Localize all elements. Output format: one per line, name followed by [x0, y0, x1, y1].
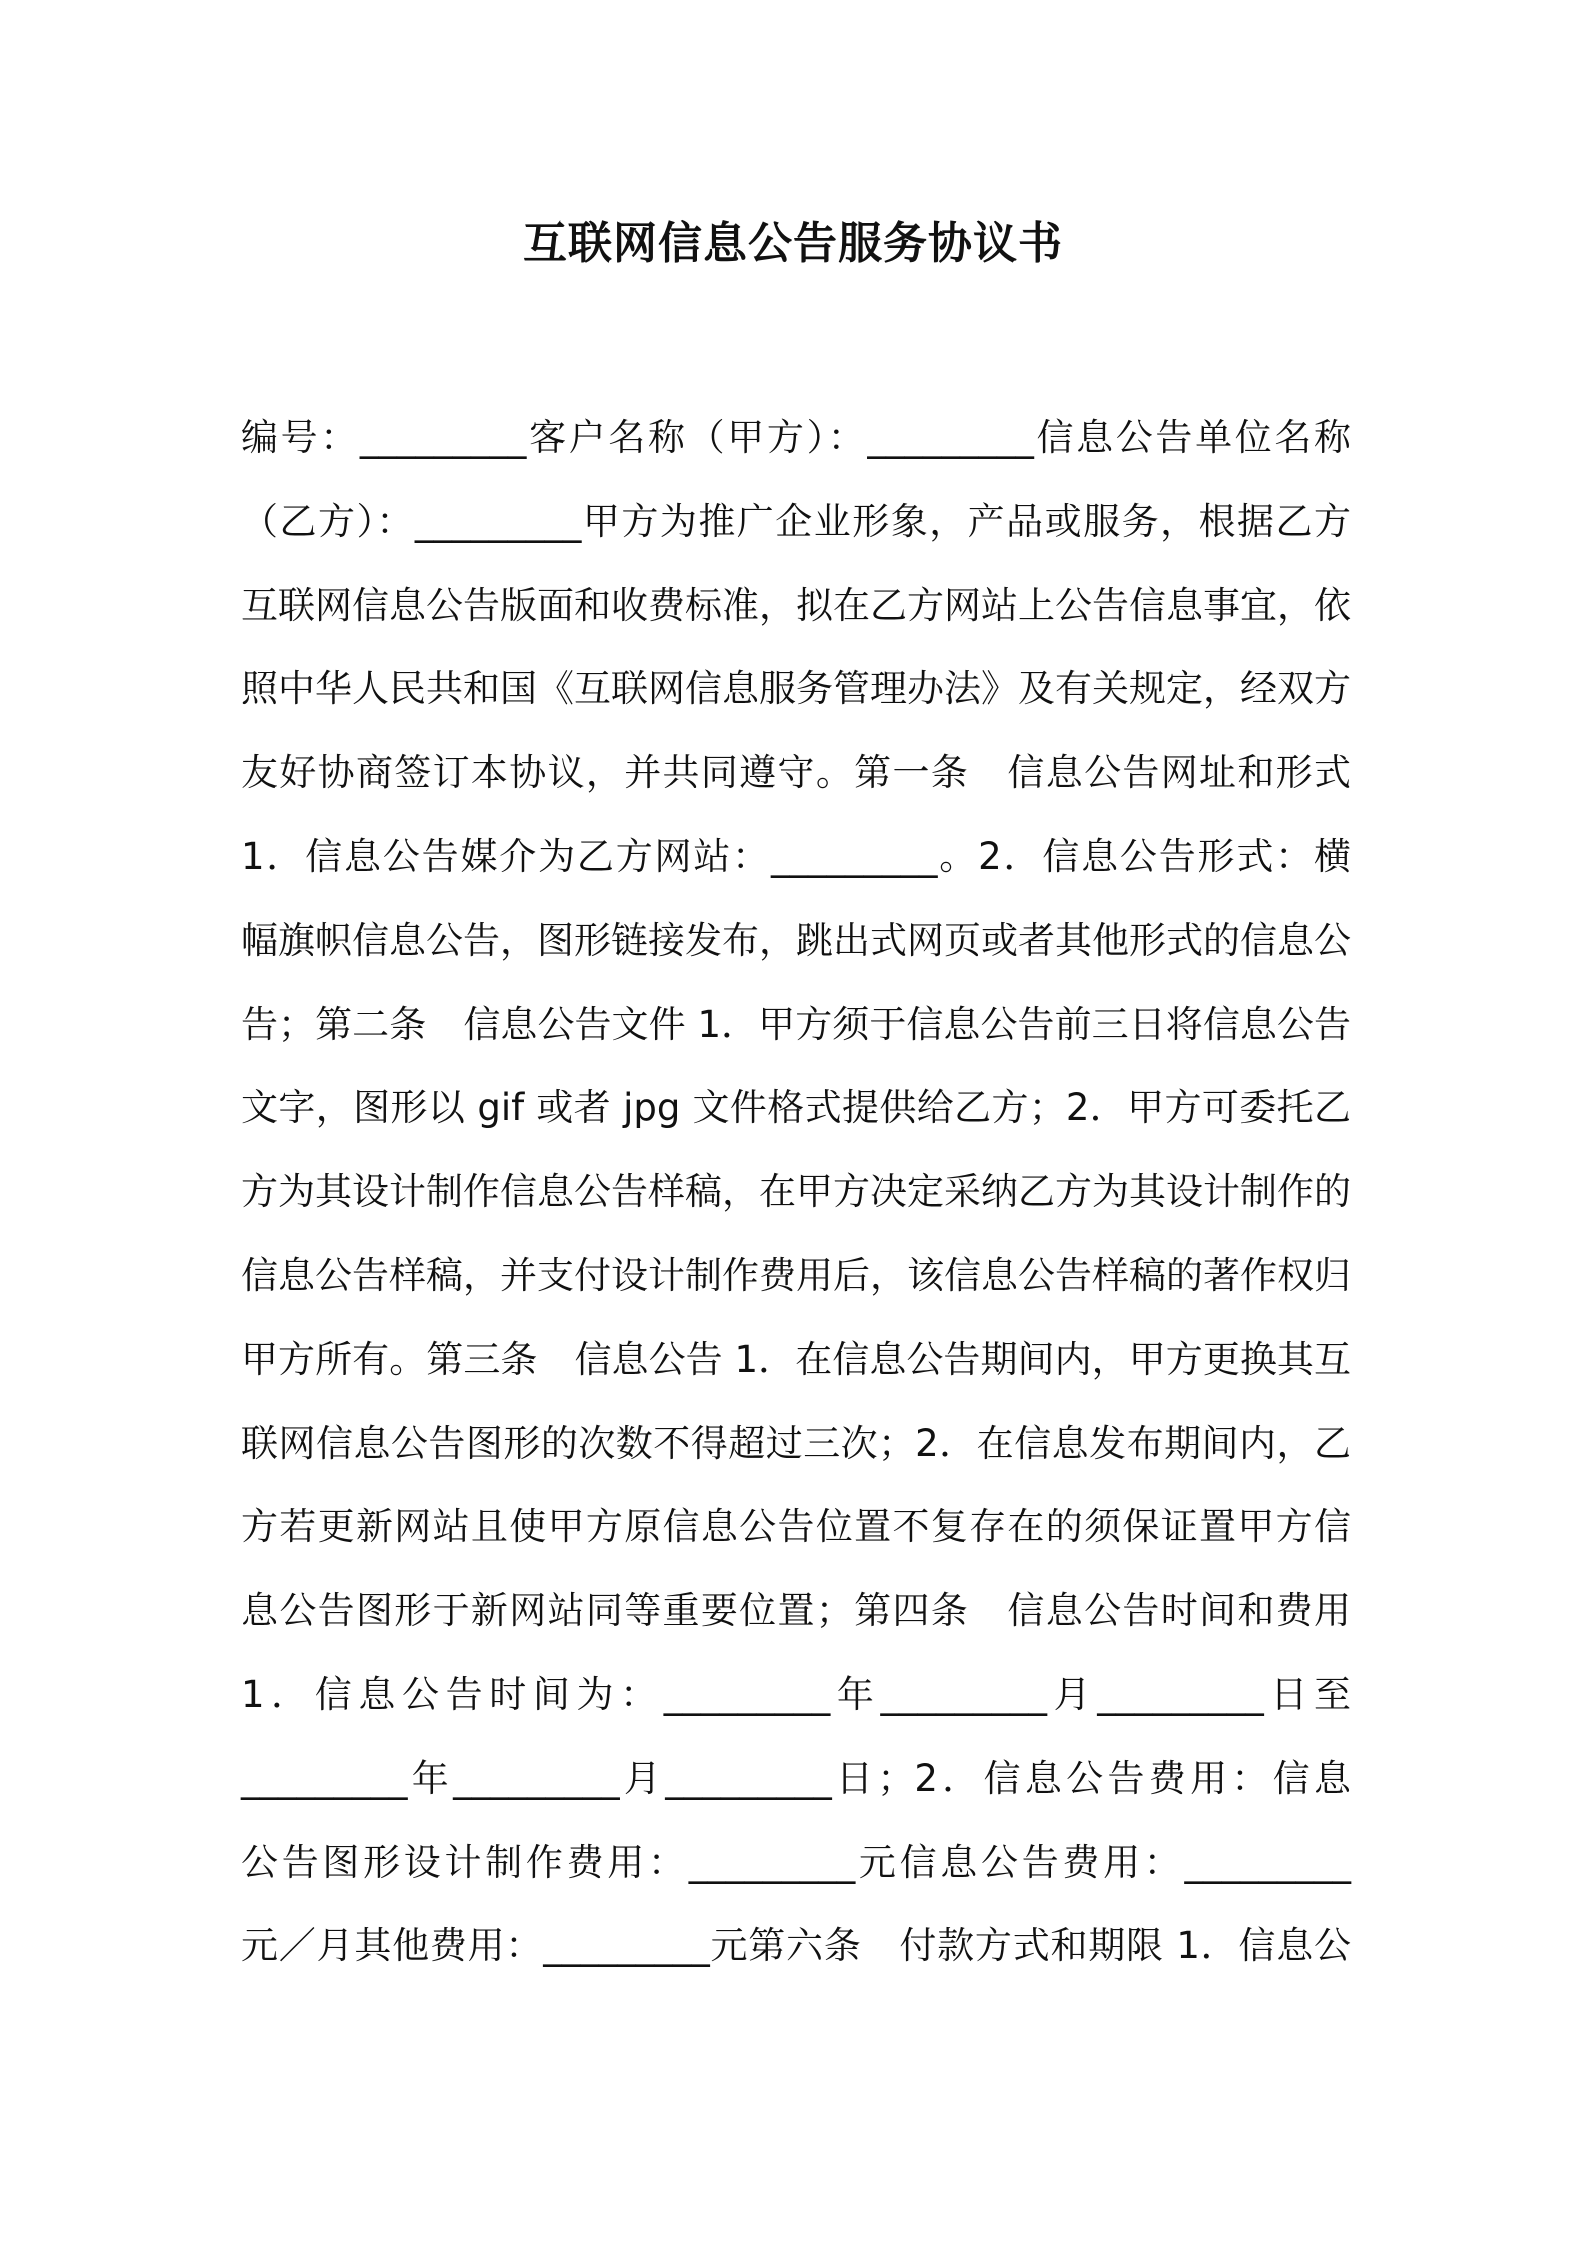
body-line-13: 联网信息公告图形的次数不得超过三次；2．在信息发布期间内，乙 — [241, 1421, 1351, 1465]
body-line-14: 方若更新网站且使甲方原信息公告位置不复存在的须保证置甲方信 — [241, 1505, 1351, 1549]
body-line-11: 信息公告样稿，并支付设计制作费用后，该信息公告样稿的著作权归 — [241, 1253, 1351, 1297]
body-line-5: 友好协商签订本协议，并共同遵守。第一条 信息公告网址和形式 — [241, 751, 1351, 795]
body-line-12: 甲方所有。第三条 信息公告 1．在信息公告期间内，甲方更换其互 — [241, 1337, 1351, 1381]
body-line-4: 照中华人民共和国《互联网信息服务管理办法》及有关规定，经双方 — [241, 667, 1351, 711]
body-line-1: 编号：_________客户名称（甲方）：_________信息公告单位名称 — [241, 416, 1351, 459]
body-line-7: 幅旗帜信息公告，图形链接发布，跳出式网页或者其他形式的信息公 — [241, 918, 1351, 962]
body-line-2: （乙方）：_________甲方为推广企业形象，产品或服务，根据乙方 — [241, 499, 1351, 543]
document-title: 互联网信息公告服务协议书 — [523, 218, 1063, 269]
body-line-9: 文字，图形以 gif 或者 jpg 文件格式提供给乙方；2．甲方可委托乙 — [241, 1086, 1351, 1130]
body-line-17: _________年_________月_________日；2．信息公告费用：信息 — [241, 1756, 1351, 1800]
body-line-16: 1．信息公告时间为：_________年_________月_________日至 — [241, 1672, 1351, 1716]
body-line-10: 方为其设计制作信息公告样稿，在甲方决定采纳乙方为其设计制作的 — [241, 1170, 1351, 1214]
document-body — [241, 408, 1351, 2000]
body-line-15: 息公告图形于新网站同等重要位置；第四条 信息公告时间和费用 — [241, 1589, 1351, 1633]
body-line-19: 元／月其他费用：_________元第六条 付款方式和期限 1．信息公 — [241, 1924, 1351, 1968]
body-line-8: 告；第二条 信息公告文件 1．甲方须于信息公告前三日将信息公告 — [241, 1002, 1351, 1046]
body-line-6: 1．信息公告媒介为乙方网站：_________。2．信息公告形式：横 — [241, 834, 1351, 878]
body-line-18: 公告图形设计制作费用：_________元信息公告费用：_________ — [241, 1840, 1351, 1884]
body-line-3: 互联网信息公告版面和收费标准，拟在乙方网站上公告信息事宜，依 — [241, 583, 1351, 627]
